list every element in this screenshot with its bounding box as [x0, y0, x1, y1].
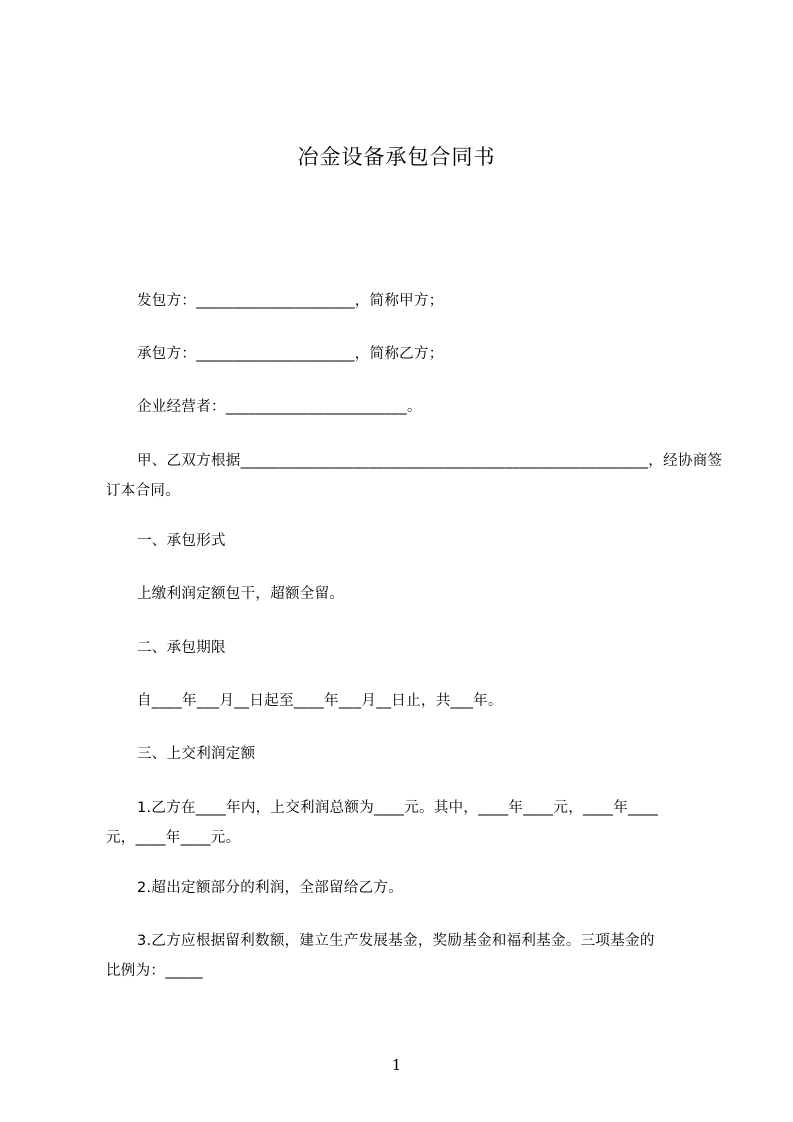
section-1-body: 上缴利润定额包干，超额全留。	[137, 586, 345, 602]
item-3-paragraph	[106, 926, 702, 986]
section-2-heading: 二、承包期限	[137, 640, 226, 656]
item-2: 2.超出定额部分的利润，全部留给乙方。	[137, 880, 404, 896]
item-1-paragraph	[106, 793, 702, 853]
section-2-body: 自____年___月__日起至____年___月__日止，共___年。	[137, 693, 503, 709]
item-1-line-2: 元，____年____元。	[106, 830, 241, 846]
item-1-line-1: 1.乙方在____年内，上交利润总额为____元。其中，____年____元，____年____	[137, 800, 659, 816]
section-3-heading: 三、上交利润定额	[137, 746, 256, 762]
basis-line-2: 订本合同。	[106, 483, 180, 499]
operator-line: 企业经营者：________________________。	[137, 399, 422, 415]
basis-line-1: 甲、乙双方根据______________________________________________________，经协商签	[137, 453, 723, 469]
basis-paragraph	[106, 446, 723, 506]
section-1-heading: 一、承包形式	[137, 533, 226, 549]
item-3-line-1: 3.乙方应根据留利数额，建立生产发展基金，奖励基金和福利基金。三项基金的	[137, 933, 655, 949]
page-number: 1	[391, 1056, 402, 1074]
document-title: 冶金设备承包合同书	[297, 145, 496, 169]
contractor-issuer-line: 发包方：_____________________，简称甲方；	[137, 293, 444, 309]
contractor-receiver-line: 承包方：_____________________，简称乙方；	[137, 346, 444, 362]
item-3-line-2: 比例为：_____	[106, 963, 203, 979]
